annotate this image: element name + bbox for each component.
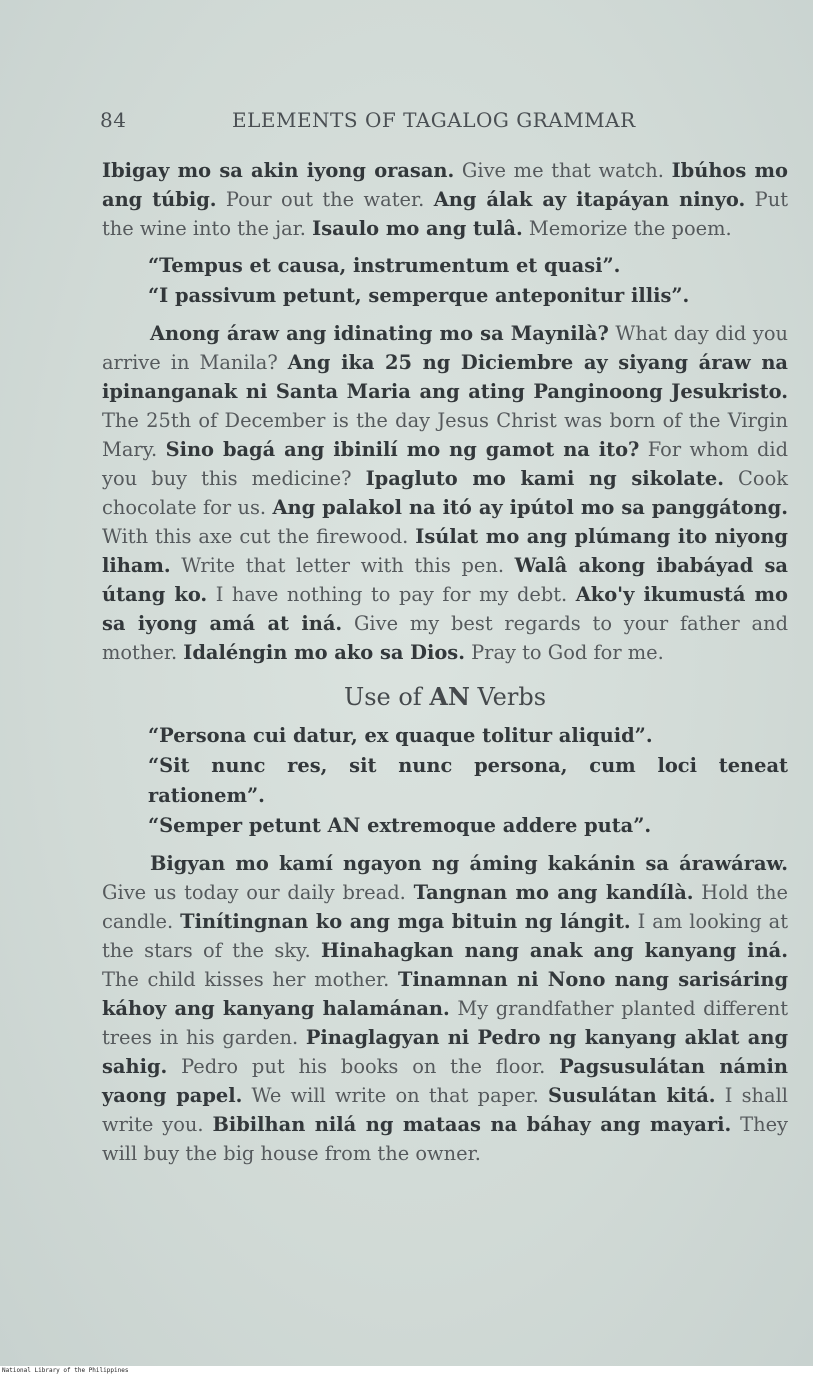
tagalog-sentence: Isaulo mo ang tulâ. <box>312 217 523 240</box>
tagalog-sentence: Ang palakol na itó ay ipútol mo sa panggátong. <box>272 496 788 519</box>
latin-verse-line: “Semper petunt AN extremoque addere puta”. <box>148 814 652 837</box>
tagalog-sentence: Isúlat mo ang plúmang ito niyong liham. <box>102 525 788 577</box>
tagalog-sentence: Sino bagá ang ibinilí mo ng gamot na ito? <box>165 438 640 461</box>
english-translation: Give us today our daily bread. <box>102 881 414 904</box>
tagalog-sentence: Tinítingnan ko ang mga bituin ng lángit. <box>180 910 631 933</box>
english-translation: Pray to God for me. <box>464 641 664 664</box>
english-translation: Hold the candle. <box>102 881 788 933</box>
tagalog-sentence: Bibilhan nilá ng mataas na báhay ang mayari. <box>212 1113 732 1136</box>
tagalog-sentence: Ibúhos mo ang túbig. <box>102 159 788 211</box>
tagalog-sentence: Anong áraw ang idinating mo sa Maynilà? <box>150 322 609 345</box>
tagalog-sentence: Susulátan kitá. <box>548 1084 716 1107</box>
tagalog-sentence: Bigyan mo kamí ngayon ng áming kakánin sa árawáraw. <box>150 852 788 875</box>
tagalog-sentence: Walâ akong ibabáyad sa útang ko. <box>102 554 788 606</box>
english-translation: Pedro put his books on the floor. <box>167 1055 560 1078</box>
section-heading-an: AN <box>429 682 470 711</box>
tagalog-sentence: Ang ika 25 ng Diciembre ay siyang áraw na ipinanganak ni Santa Maria ang ating Panginoong Jesukristo. <box>102 351 788 403</box>
english-translation: We will write on that paper. <box>242 1084 549 1107</box>
tagalog-sentence: Pinaglagyan ni Pedro ng kanyang aklat ang sahig. <box>102 1026 788 1078</box>
section-heading-post: Verbs <box>469 683 547 711</box>
english-translation: Cook chocolate for us. <box>102 467 788 519</box>
english-translation: What day did you arrive in Manila? <box>102 322 788 374</box>
latin-verse-line: “Tempus et causa, instrumentum et quasi”. <box>148 254 621 277</box>
english-translation: Memorize the poem. <box>522 217 732 240</box>
page-number: 84 <box>100 108 127 132</box>
english-translation: Give my best regards to your father and mother. <box>102 612 788 664</box>
english-translation: I am looking at the stars of the sky. <box>102 910 788 962</box>
tagalog-sentence: Ipagluto mo kami ng sikolate. <box>365 467 724 490</box>
running-title: ELEMENTS OF TAGALOG GRAMMAR <box>232 108 636 132</box>
english-translation: Write that letter with this pen. <box>170 554 515 577</box>
latin-verse-line: “Persona cui datur, ex quaque tolitur aliquid”. <box>148 724 653 747</box>
tagalog-sentence: Tangnan mo ang kandílà. <box>413 881 694 904</box>
section-heading-pre: Use of <box>343 683 430 711</box>
tagalog-sentence: Hinahagkan nang anak ang kanyang iná. <box>320 939 788 962</box>
tagalog-sentence: Ibigay mo sa akin iyong orasan. <box>102 159 455 182</box>
latin-verse-line: “Sit nunc res, sit nunc persona, cum loci teneat rationem”. <box>148 754 788 807</box>
english-translation: With this axe cut the firewood. <box>102 525 416 548</box>
english-translation: My grandfather planted different trees in his garden. <box>102 997 788 1049</box>
library-footer: National Library of the Philippines <box>2 1367 129 1374</box>
english-translation: The child kisses her mother. <box>102 968 399 991</box>
english-translation: For whom did you buy this medicine? <box>102 438 789 490</box>
english-translation: They will buy the big house from the owner. <box>102 1113 788 1165</box>
latin-verse-line: “I passivum petunt, semperque anteponitur illis”. <box>148 284 690 307</box>
paragraph-examples-3 <box>102 849 788 1168</box>
english-translation: Give me that watch. <box>454 159 672 182</box>
english-translation: I have nothing to pay for my debt. <box>207 583 576 606</box>
page-body <box>102 156 788 1168</box>
paragraph-examples-2 <box>102 319 788 667</box>
section-heading <box>102 677 788 717</box>
english-translation: Put the wine into the jar. <box>102 188 789 240</box>
english-translation: I shall write you. <box>102 1084 789 1136</box>
tagalog-sentence: Tinamnan ni Nono nang sarisáring káhoy ang kanyang halamánan. <box>102 968 789 1020</box>
english-translation: The 25th of December is the day Jesus Christ was born of the Virgin Mary. <box>102 409 788 461</box>
tagalog-sentence: Ang álak ay itapáyan ninyo. <box>433 188 746 211</box>
paragraph-examples-1 <box>102 156 788 243</box>
tagalog-sentence: Ako'y ikumustá mo sa iyong amá at iná. <box>102 583 788 635</box>
english-translation: Pour out the water. <box>216 188 434 211</box>
tagalog-sentence: Pagsusulátan námin yaong papel. <box>102 1055 788 1107</box>
tagalog-sentence: Idaléngin mo ako sa Dios. <box>183 641 465 664</box>
